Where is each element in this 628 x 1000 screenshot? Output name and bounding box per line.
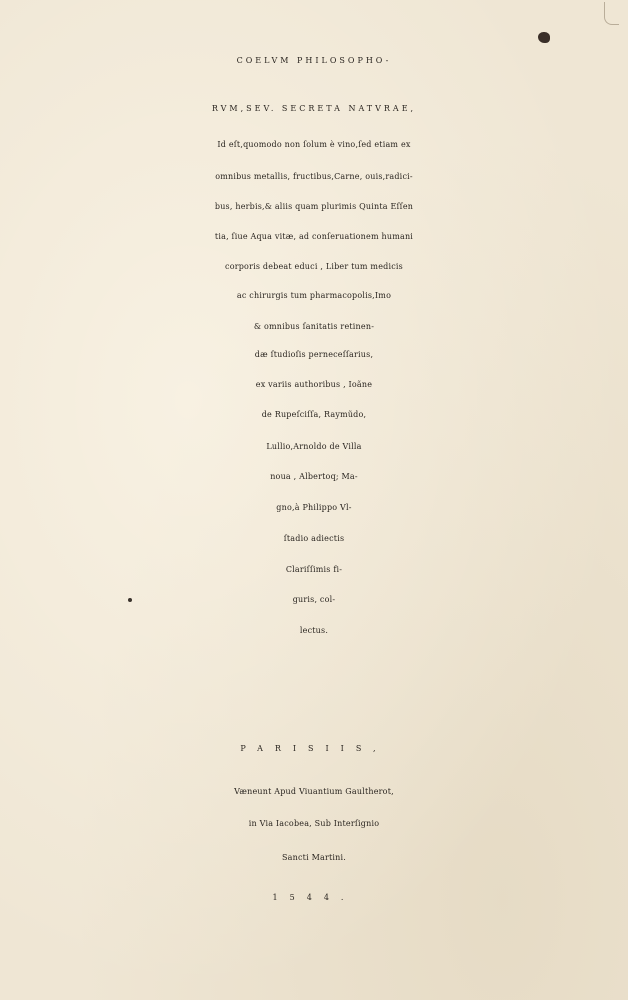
body-line: & omnibus ſanitatis retinen- — [253, 322, 375, 331]
body-line: noua , Albertoq; Ma- — [270, 472, 358, 481]
body-line: dæ ſtudioſis perneceſſarius, — [254, 350, 374, 359]
body-line: de Rupeſciſſa, Raymũdo, — [261, 410, 367, 419]
body-line: Clariſſimis fi- — [285, 565, 343, 574]
body-line: gno,à Philippo Vl- — [276, 503, 352, 512]
imprint-line-2: in Via Iacobea, Sub Interſignio — [248, 819, 380, 828]
margin-mark — [604, 2, 619, 25]
imprint-year: 1544. — [272, 893, 356, 902]
imprint-line-1: Væneunt Apud Viuantium Gaultherot, — [234, 787, 394, 796]
title-line-2: RVM,SEV. SECRETA NATVRAE, — [211, 104, 417, 113]
body-line: bus, herbis,& aliis quam plurimis Quinta Eſſen — [214, 202, 414, 211]
body-line: lectus. — [299, 626, 329, 635]
body-line: ſtadio adiectis — [283, 534, 345, 543]
body-line: ac chirurgis tum pharmacopolis,Imo — [236, 291, 392, 300]
body-line: omnibus metallis, fructibus,Carne, ouis,radici- — [215, 172, 413, 181]
body-line: tia, ſiue Aqua vitæ, ad conſeruationem humani — [214, 232, 414, 241]
title-line-1: COELVM PHILOSOPHO- — [236, 56, 392, 65]
body-line: guris, col- — [292, 595, 336, 604]
body-line: Id eſt,quomodo non ſolum è vino,ſed etiam ex — [217, 140, 411, 149]
body-line: corporis debeat educi , Liber tum medicis — [225, 262, 403, 271]
body-line: Lullio,Arnoldo de Villa — [266, 442, 362, 451]
ink-blot — [538, 32, 550, 43]
body-line: ex variis authoribus , Ioãne — [255, 380, 373, 389]
imprint-place: PARISIIS, — [240, 744, 388, 753]
imprint-line-3: Sancti Martini. — [281, 853, 346, 862]
